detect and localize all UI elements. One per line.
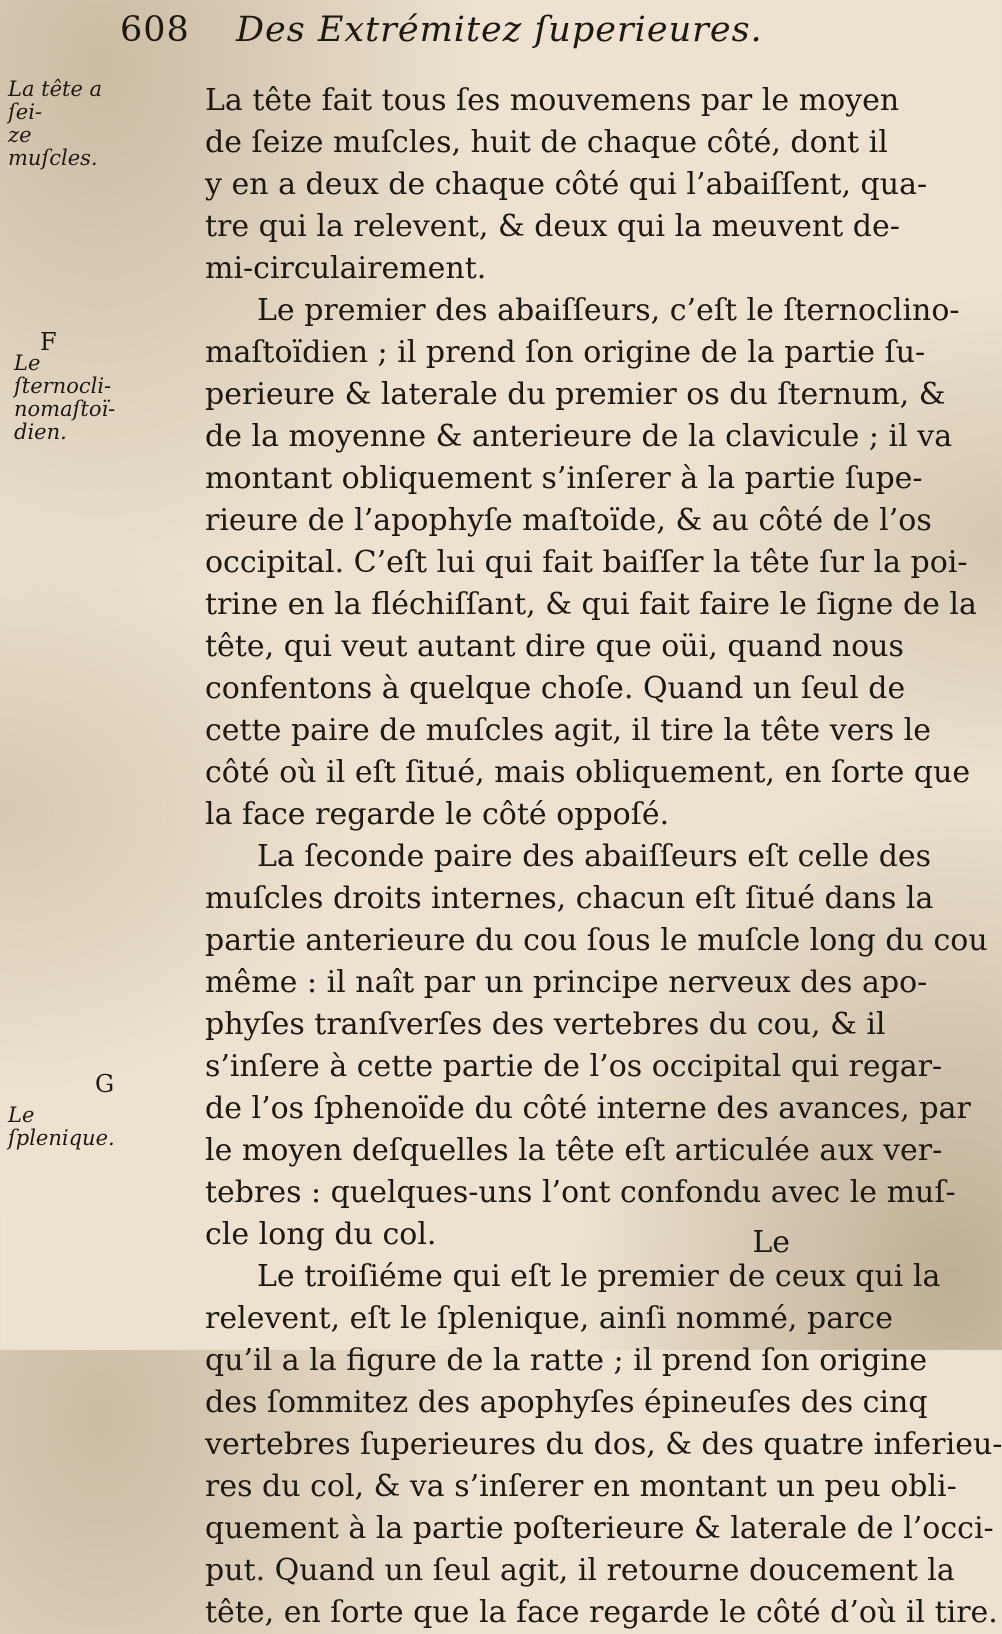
running-title: Des Extrémitez ſuperieures. (235, 10, 763, 50)
text-line: La ſeconde paire des abaiſſeurs eſt celle des (257, 839, 932, 874)
page-header (120, 10, 763, 50)
text-line: montant obliquement s’inſerer à la partie ſupe- (205, 461, 923, 496)
text-line: occipital. C’eſt lui qui fait baiſſer la tête ſur la poi- (205, 545, 968, 580)
text-line: côté où il eſt ſitué, mais obliquement, en ſorte que (205, 755, 971, 790)
text-line: qu’il a la figure de la ratte ; il prend ſon origine (205, 1343, 928, 1378)
text-line: perieure & laterale du premier os du ſternum, & (205, 377, 946, 412)
text-line: tête, en ſorte que la face regarde le côté d’où il tire. (205, 1595, 998, 1630)
text-line: confentons à quelque choſe. Quand un ſeul de (205, 671, 906, 706)
text-line: de la moyenne & anterieure de la clavicule ; il va (205, 419, 953, 454)
text-line: Le troiſiéme qui eſt le premier de ceux qui la (257, 1259, 941, 1294)
text-line: La tête fait tous ſes mouvemens par le moyen (205, 83, 900, 118)
text-line: vertebres ſuperieures du dos, & des quatre inferieu- (205, 1427, 1002, 1462)
margin-note-splenius: Le ſplenique. (8, 1103, 115, 1150)
text-line: tebres : quelques-uns l’ont confondu avec le muſ- (205, 1175, 956, 1210)
text-line: des ſommitez des apophyſes épineuſes des cinq (205, 1385, 928, 1420)
text-line: partie anterieure du cou ſous le muſcle long du cou (205, 923, 988, 958)
text-line: le moyen deſquelles la tête eſt articulée aux ver- (205, 1133, 943, 1168)
page-number: 608 (120, 10, 190, 50)
text-line: cle long du col. (205, 1217, 437, 1252)
margin-letter-g: G (95, 1070, 115, 1098)
text-line: tête, qui veut autant dire que oüi, quand nous (205, 629, 904, 664)
text-line: res du col, & va s’inſerer en montant un peu obli- (205, 1469, 957, 1504)
catchword: Le (752, 1225, 790, 1260)
margin-letter-f: F (40, 328, 57, 356)
text-line: même : il naît par un principe nerveux des apo- (205, 965, 928, 1000)
text-line: put. Quand un ſeul agit, il retourne doucement la (205, 1553, 955, 1588)
text-line: maſtoïdien ; il prend ſon origine de la partie ſu- (205, 335, 926, 370)
text-line: s’inſere à cette partie de l’os occipital qui regar- (205, 1049, 943, 1084)
text-line: phyſes tranſverſes des vertebres du cou, & il (205, 1007, 886, 1042)
text-line: y en a deux de chaque côté qui l’abaiſſent, qua- (205, 167, 928, 202)
body-text (205, 80, 1002, 1634)
text-line: Le premier des abaiſſeurs, c’eſt le ſternoclino- (257, 293, 960, 328)
text-line: de l’os ſphenoïde du côté interne des avances, par (205, 1091, 971, 1126)
text-line: la face regarde le côté oppoſé. (205, 797, 670, 832)
margin-note-sixteen-muscles: La tête a ſei- ze muſcles. (8, 77, 103, 170)
text-line: mi-circulairement. (205, 251, 487, 286)
text-line: de ſeize muſcles, huit de chaque côté, dont il (205, 125, 888, 160)
text-line: trine en la fléchiſſant, & qui fait faire le ſigne de la (205, 587, 977, 622)
text-line: cette paire de muſcles agit, il tire la tête vers le (205, 713, 932, 748)
text-line: muſcles droits internes, chacun eſt ſitué dans la (205, 881, 934, 916)
text-line: rieure de l’apophyſe maſtoïde, & au côté de l’os (205, 503, 932, 538)
text-line: tre qui la relevent, & deux qui la meuvent de- (205, 209, 900, 244)
text-line: quement à la partie poſterieure & laterale de l’occi- (205, 1511, 994, 1546)
text-line: relevent, eſt le ſplenique, ainſi nommé, parce (205, 1301, 893, 1336)
margin-note-sternocleidomastoid: Le ſternocli- nomaſtoï- dien. (14, 351, 116, 444)
